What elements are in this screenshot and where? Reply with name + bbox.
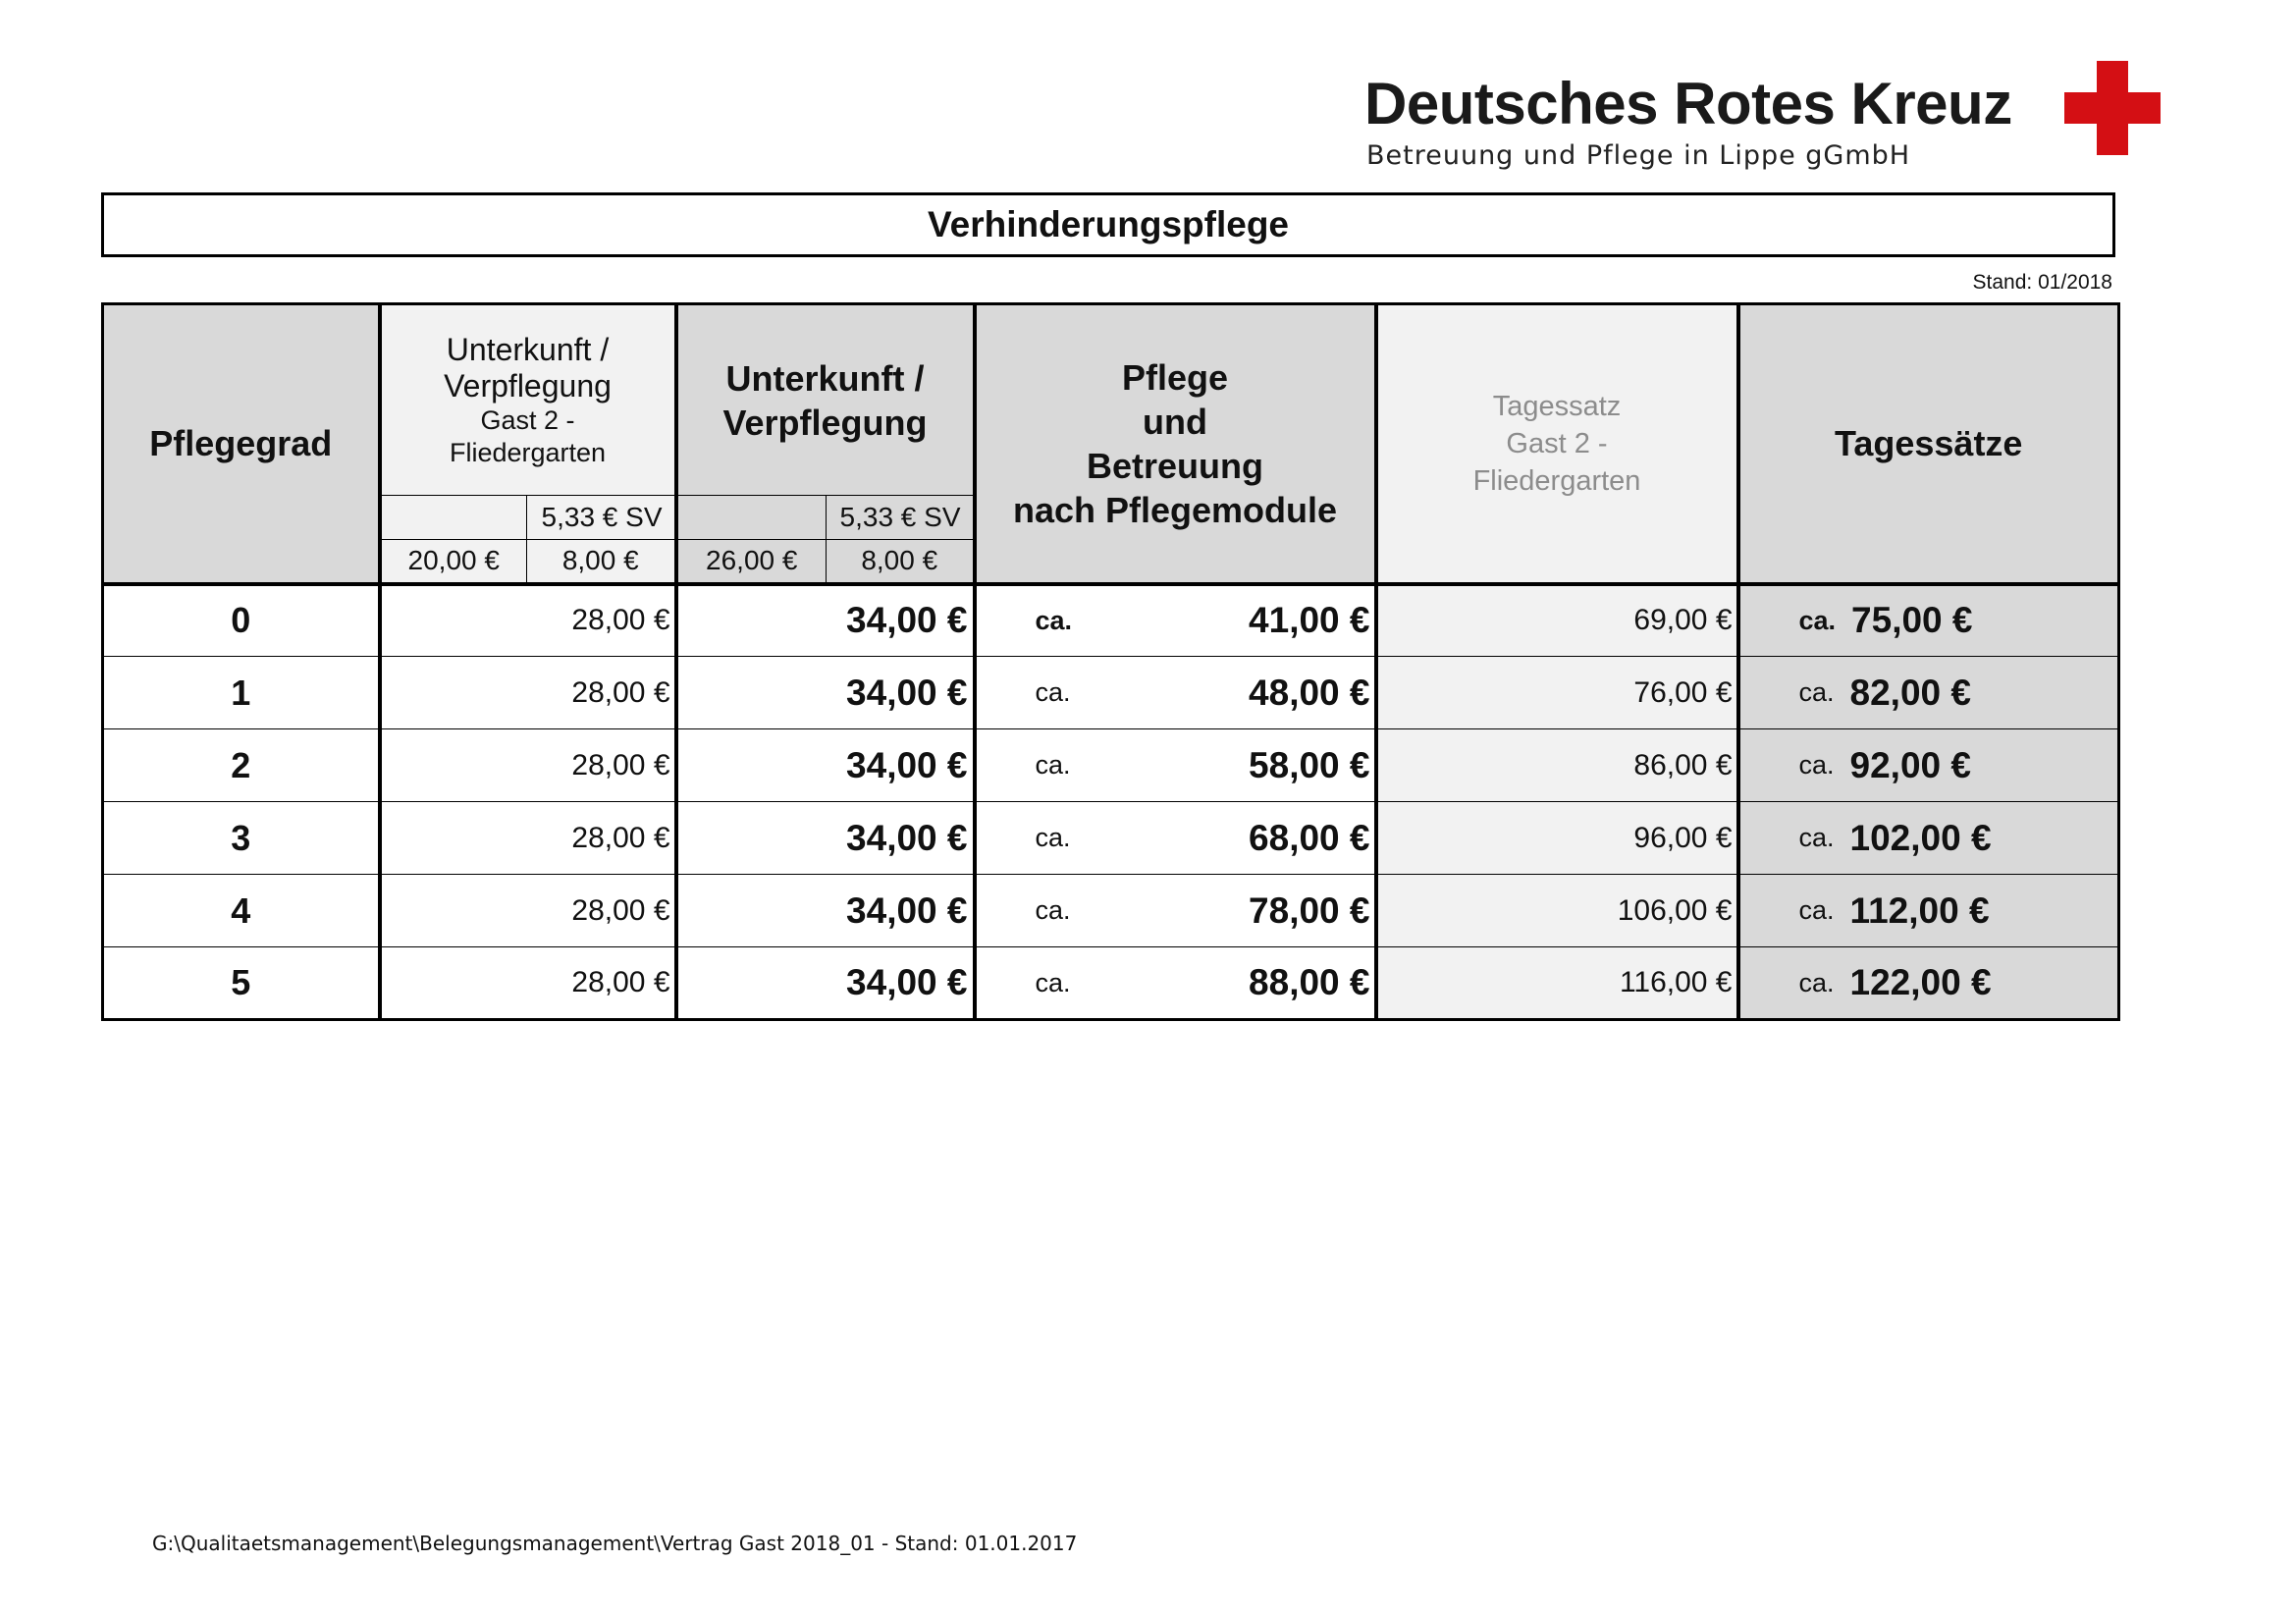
header-pflege-line3: Betreuung — [1087, 445, 1263, 486]
cell-pflege — [975, 802, 1376, 875]
pflege-value: 58,00 € — [1249, 744, 1370, 785]
header-uv — [676, 304, 975, 496]
cell-pflege — [975, 584, 1376, 657]
sub-uv-a: 26,00 € — [676, 540, 827, 584]
sub-uv-blank — [676, 496, 827, 540]
cell-tagessaetze — [1738, 657, 2119, 729]
sub-uv-gast-sv: 5,33 € SV — [527, 496, 676, 540]
cell-pflege — [975, 875, 1376, 947]
sub-uv-gast-blank — [380, 496, 527, 540]
cell-tagessaetze — [1738, 802, 2119, 875]
pflege-value: 41,00 € — [1249, 600, 1370, 641]
pflege-value: 88,00 € — [1249, 962, 1370, 1002]
table-row — [103, 947, 2119, 1020]
header-tagessatz-line1: Tagessatz — [1492, 390, 1622, 422]
cell-pflegegrad: 2 — [103, 729, 380, 802]
header-tagessaetze — [1738, 304, 2119, 584]
cell-uv: 34,00 € — [676, 657, 975, 729]
cell-uv-gast: 28,00 € — [380, 657, 676, 729]
cell-uv-gast: 28,00 € — [380, 947, 676, 1020]
tagessaetze-value: 82,00 € — [1849, 672, 1971, 713]
tagessaetze-value: 92,00 € — [1849, 744, 1971, 785]
cell-tagessaetze — [1738, 584, 2119, 657]
cell-pflege — [975, 657, 1376, 729]
ca-label: ca. — [1035, 750, 1071, 780]
cell-tagessaetze — [1738, 947, 2119, 1020]
cell-tagessatz-gast: 86,00 € — [1376, 729, 1738, 802]
ca-label: ca. — [1798, 823, 1835, 852]
cell-pflegegrad: 1 — [103, 657, 380, 729]
cell-tagessatz-gast: 106,00 € — [1376, 875, 1738, 947]
cell-uv-gast: 28,00 € — [380, 584, 676, 657]
stand-date: Stand: 01/2018 — [1972, 271, 2112, 294]
header-tagessatz-gast — [1376, 304, 1738, 584]
sub-uv-gast-b: 8,00 € — [527, 540, 676, 584]
cell-pflegegrad: 5 — [103, 947, 380, 1020]
cell-pflege — [975, 947, 1376, 1020]
sub-uv-sv: 5,33 € SV — [827, 496, 975, 540]
brand-name: Deutsches Rotes Kreuz — [1364, 71, 2012, 136]
table-row — [103, 729, 2119, 802]
pflege-value: 68,00 € — [1249, 817, 1370, 858]
brand-subtitle: Betreuung und Pflege in Lippe gGmbH — [1366, 140, 1911, 171]
header-tagessatz-line2: Gast 2 - — [1506, 427, 1608, 459]
cell-pflegegrad: 4 — [103, 875, 380, 947]
header-uv-line1: Unterkunft / — [725, 357, 925, 399]
cell-uv: 34,00 € — [676, 947, 975, 1020]
ca-label: ca. — [1035, 677, 1071, 707]
header-tagessatz-line3: Fliedergarten — [1472, 464, 1641, 497]
cell-uv-gast: 28,00 € — [380, 802, 676, 875]
cell-tagessatz-gast: 69,00 € — [1376, 584, 1738, 657]
ca-label: ca. — [1798, 967, 1835, 997]
cell-uv-gast: 28,00 € — [380, 729, 676, 802]
cell-tagessatz-gast: 96,00 € — [1376, 802, 1738, 875]
cell-pflege — [975, 729, 1376, 802]
header-pflege — [975, 304, 1376, 584]
ca-label: ca. — [1035, 823, 1071, 852]
table-row — [103, 657, 2119, 729]
table-row — [103, 802, 2119, 875]
header-tagessaetze-text: Tagessätze — [1835, 423, 2023, 464]
header-uv-gast-line1: Unterkunft / — [446, 331, 610, 367]
red-cross-icon — [2064, 61, 2161, 155]
pflege-value: 48,00 € — [1249, 672, 1370, 713]
cell-pflegegrad: 3 — [103, 802, 380, 875]
header-pflege-line4: nach Pflegemodule — [1012, 489, 1338, 530]
brand-logo — [1364, 69, 2169, 177]
cell-tagessaetze — [1738, 875, 2119, 947]
page-title: Verhinderungspflege — [101, 192, 2115, 257]
tagessaetze-value: 122,00 € — [1849, 962, 1992, 1002]
sub-uv-gast-a: 20,00 € — [380, 540, 527, 584]
rates-table — [101, 302, 2120, 1021]
cell-uv: 34,00 € — [676, 729, 975, 802]
table-row — [103, 875, 2119, 947]
tagessaetze-value: 75,00 € — [1851, 600, 1973, 641]
footer-path: G:\Qualitaetsmanagement\Belegungsmanagement\Vertrag Gast 2018_01 - Stand: 01.01.2017 — [152, 1532, 1078, 1555]
ca-label: ca. — [1035, 605, 1073, 635]
cell-uv: 34,00 € — [676, 584, 975, 657]
cell-uv: 34,00 € — [676, 875, 975, 947]
pflege-value: 78,00 € — [1249, 889, 1370, 931]
red-cross-horizontal — [2064, 92, 2161, 124]
header-pflege-line1: Pflege — [1121, 356, 1229, 398]
ca-label: ca. — [1798, 750, 1835, 780]
cell-pflegegrad: 0 — [103, 584, 380, 657]
header-uv-gast-line2: Verpflegung — [444, 367, 612, 404]
sub-uv-b: 8,00 € — [827, 540, 975, 584]
cell-tagessatz-gast: 116,00 € — [1376, 947, 1738, 1020]
ca-label: ca. — [1035, 967, 1071, 997]
ca-label: ca. — [1035, 895, 1071, 925]
header-uv-gast-line4: Fliedergarten — [449, 437, 607, 467]
header-pflege-line2: und — [1143, 401, 1207, 442]
table-row — [103, 584, 2119, 657]
header-uv-line2: Verpflegung — [722, 402, 928, 443]
ca-label: ca. — [1798, 605, 1837, 635]
ca-label: ca. — [1798, 895, 1835, 925]
header-uv-gast — [380, 304, 676, 496]
cell-uv-gast: 28,00 € — [380, 875, 676, 947]
tagessaetze-value: 102,00 € — [1849, 817, 1992, 858]
header-pflegegrad — [103, 304, 380, 584]
ca-label: ca. — [1798, 677, 1835, 707]
cell-uv: 34,00 € — [676, 802, 975, 875]
cell-tagessatz-gast: 76,00 € — [1376, 657, 1738, 729]
header-pflegegrad-text: Pflegegrad — [149, 423, 333, 464]
cell-tagessaetze — [1738, 729, 2119, 802]
tagessaetze-value: 112,00 € — [1849, 889, 1990, 931]
header-uv-gast-line3: Gast 2 - — [480, 404, 575, 435]
